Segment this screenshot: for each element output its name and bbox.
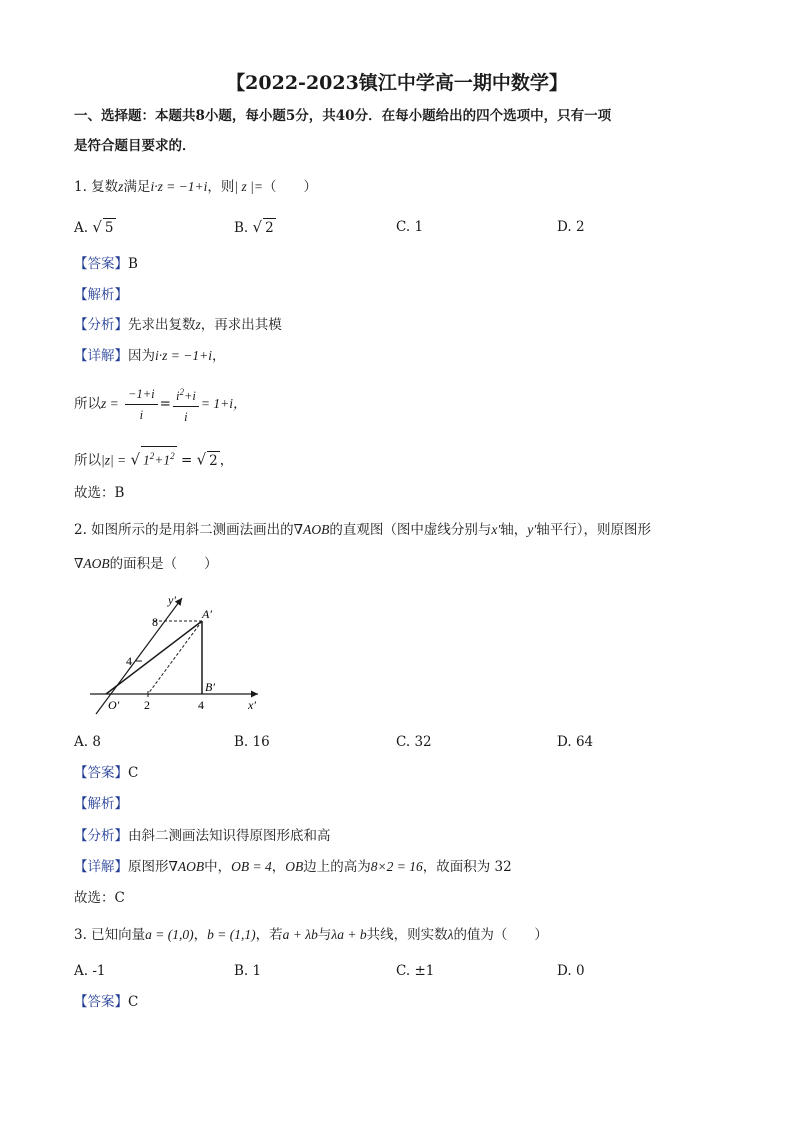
q2-option-c: C. 32 xyxy=(396,734,432,750)
section-heading-line1: 一、选择题：本题共8小题，每小题5分，共40分．在每小题给出的四个选项中，只有一项 xyxy=(74,108,612,124)
q2-option-a: A. 8 xyxy=(74,734,101,750)
q1-option-d: D. 2 xyxy=(557,219,585,235)
q2-stem-line1: 2. 如图所示的是用斜二测画法画出的∇AOB的直观图（图中虚线分别与x′轴，y′轴平行），则原图形 xyxy=(74,522,651,538)
q3-option-d: D. 0 xyxy=(557,963,585,979)
oblique-drawing-figure xyxy=(86,588,268,720)
q2-stem-line2: ∇AOB的面积是（ ） xyxy=(74,556,218,572)
segment-o-a xyxy=(106,621,202,694)
label-a: A′ xyxy=(202,607,212,621)
label-4-y: 4 xyxy=(126,654,132,668)
q1-option-a: A. √ 5 xyxy=(74,218,114,236)
label-b: B′ xyxy=(205,680,215,694)
q3-option-a: A. -1 xyxy=(74,963,106,979)
q1-answer: 【答案】B xyxy=(74,256,138,272)
q2-analysis: 【分析】由斜二测画法知识得原图形底和高 xyxy=(74,828,331,844)
section-heading-line2: 是符合题目要求的． xyxy=(74,138,196,154)
q1-analysis: 【分析】先求出复数z，再求出其模 xyxy=(74,317,282,333)
q2-jiexi: 【解析】 xyxy=(74,796,128,812)
q1-step-fraction: 所以z = $\frac{-1+i}{i}$ = $\frac{i^2+i}{i}$ = 1+i， xyxy=(74,383,246,426)
q2-option-d: D. 64 xyxy=(557,734,594,750)
page-title: 【2022-2023镇江中学高一期中数学】 xyxy=(226,72,568,94)
q1-choose: 故选：B xyxy=(74,485,125,501)
label-y-axis: y′ xyxy=(168,593,176,607)
q2-option-b: B. 16 xyxy=(234,734,270,750)
label-8: 8 xyxy=(152,615,158,629)
label-x-axis: x′ xyxy=(248,698,256,712)
y-axis xyxy=(96,598,182,714)
q1-jiexi: 【解析】 xyxy=(74,287,128,303)
q3-option-c: C. ±1 xyxy=(396,963,435,979)
q1-step-modulus: 所以|z| = √ $1^2+1^2$ = √ 2 ， xyxy=(74,446,233,470)
label-2: 2 xyxy=(144,698,150,712)
label-4-x: 4 xyxy=(198,698,204,712)
q1-stem: 1. 复数z满足i·z = −1+i，则| z |=（ ） xyxy=(74,179,317,195)
q2-choose: 故选：C xyxy=(74,890,125,906)
q1-option-b: B. √ 2 xyxy=(234,218,274,236)
q2-answer: 【答案】C xyxy=(74,765,139,781)
q1-option-c: C. 1 xyxy=(396,219,424,235)
q3-answer: 【答案】C xyxy=(74,994,139,1010)
q3-option-b: B. 1 xyxy=(234,963,262,979)
q2-detail: 【详解】原图形∇AOB中，OB = 4，OB边上的高为8×2 = 16，故面积为 32 xyxy=(74,859,512,875)
q3-stem: 3. 已知向量a = (1,0)，b = (1,1)，若a + λb与λa + b共线，则实数λ的值为（ ） xyxy=(74,927,548,943)
q1-detail: 【详解】因为i·z = −1+i， xyxy=(74,348,226,364)
label-o: O′ xyxy=(108,698,120,712)
